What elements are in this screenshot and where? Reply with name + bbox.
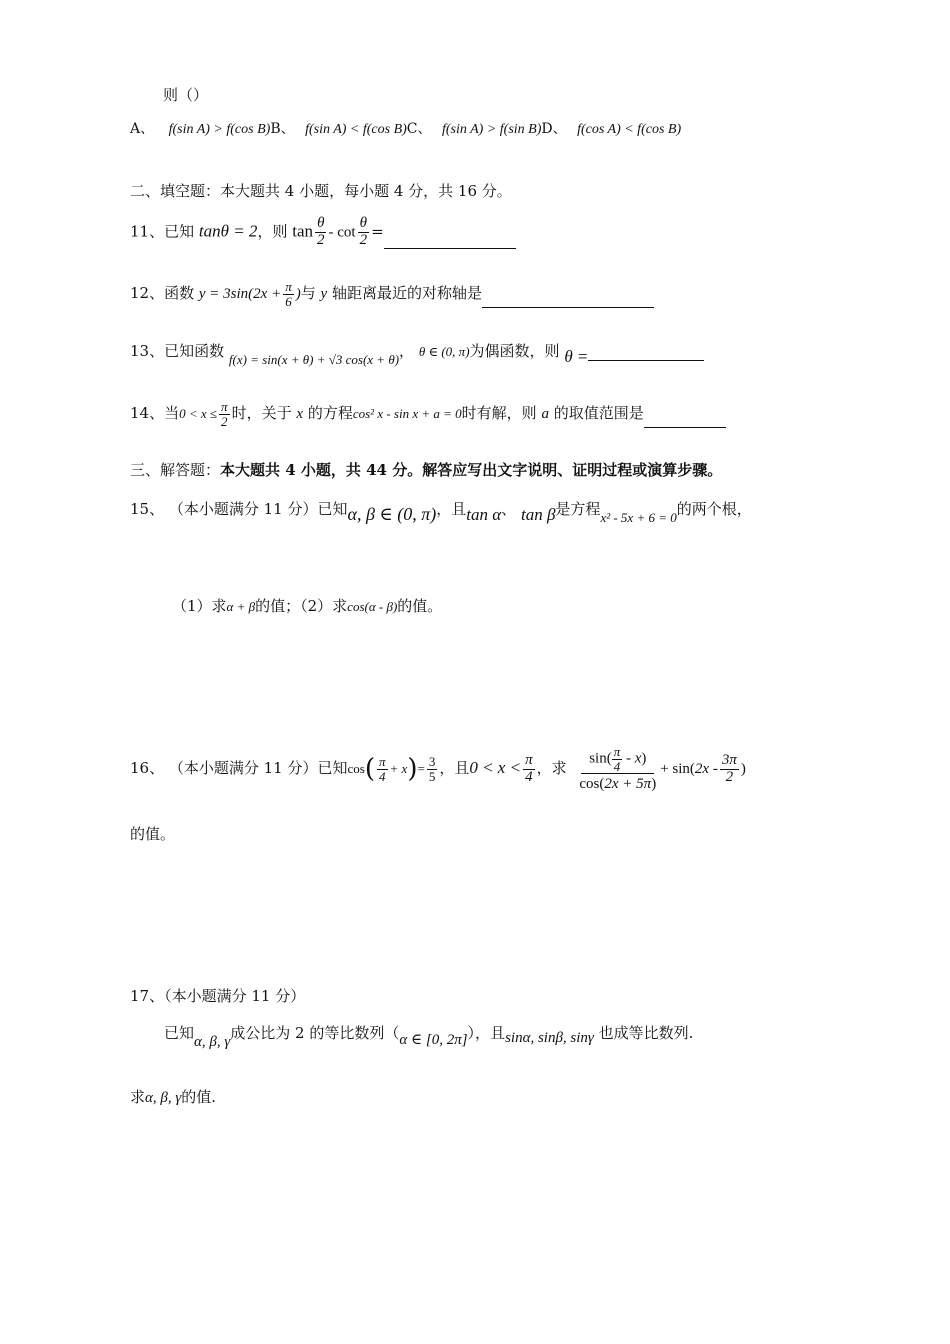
q13-post: 为偶函数，则 — [469, 342, 560, 360]
q12-expr-pre: y = 3sin(2x + — [198, 286, 282, 303]
q15-sub1-post: 的值；（2）求 — [255, 597, 348, 615]
q16-cond2: 0 < x < — [469, 758, 522, 778]
q17-ask-vars: α, β, γ — [145, 1090, 182, 1106]
q15-mid: ，且 — [436, 500, 467, 518]
q12-expr-post: ) — [295, 286, 301, 303]
q16-number: 16、 — [130, 759, 165, 778]
question-16: 16、 （本小题满分 11 分）已知cos( $\frac{\pi}{4}$ + x)= $\frac{3}{5}$ ，且0 < x < $\frac{\pi}{4}$ ，求 sin( $\frac{\pi}{4}$ - x) cos(2x + 5π) + sin(2x - $\frac{3\pi}{2}$ ) — [130, 744, 746, 793]
question-13 — [130, 340, 704, 367]
prev-question-stem: 则（） — [163, 86, 209, 104]
q13-comma: ， — [399, 342, 415, 360]
q13-prefix: 已知函数 — [164, 342, 225, 360]
q17-domain: α ∈ [0, 2π] — [399, 1032, 468, 1048]
q15-separator: 、 — [501, 500, 517, 518]
q11-frac-theta-half-2: $\frac{\theta}{2}$ — [359, 215, 368, 248]
q14-number: 14、 — [130, 404, 165, 423]
q16-frac-three-pi-half: $\frac{3\pi}{2}$ — [721, 751, 737, 785]
option-c-letter: C、 — [406, 121, 432, 137]
question-15 — [130, 498, 752, 525]
section3-title-plain: 三、解答题： — [130, 461, 221, 479]
q13-number: 13、 — [130, 342, 165, 360]
q16-frac-pi-quarter: $\frac{\pi}{4}$ — [379, 753, 386, 784]
q16-frac-three-fifths: $\frac{3}{5}$ — [428, 753, 436, 784]
q12-number: 12、 — [130, 284, 165, 303]
q17-ask-post: 的值. — [181, 1088, 217, 1106]
q14-prefix: 当 — [164, 404, 180, 423]
q12-mid: 与 — [300, 284, 316, 303]
q11-frac-theta-half-1: $\frac{\theta}{2}$ — [317, 215, 325, 248]
q14-var-a: a — [541, 406, 549, 423]
q12-prefix: 函数 — [164, 284, 195, 303]
option-d-expr: f(cos A) < f(cos B) — [577, 122, 682, 137]
q17-sins: sinα, sinβ, sinγ — [505, 1030, 594, 1046]
q13-answer-blank — [588, 346, 704, 361]
q15-given: α, β ∈ (0, π) — [347, 504, 437, 524]
q14-cond: 0 < x ≤ — [179, 406, 218, 422]
q11-equals: = — [371, 222, 384, 241]
option-a-letter: A、 — [130, 121, 155, 137]
q15-equation: x² - 5x + 6 = 0 — [600, 510, 677, 525]
question-17-ask — [130, 1086, 216, 1107]
q16-prefix: （本小题满分 11 分）已知 — [168, 759, 348, 778]
q15-tan-alpha: tan α — [466, 505, 502, 524]
q11-answer-blank — [384, 234, 516, 249]
question-17-body — [164, 1022, 694, 1050]
q14-post2: 的取值范围是 — [553, 404, 644, 423]
question-15-subparts — [172, 595, 442, 616]
q11-mid: ，则 — [257, 222, 288, 241]
q12-var: y — [320, 286, 328, 303]
q11-number: 11、 — [130, 222, 165, 241]
q15-sub1-prefix: （1）求 — [172, 597, 227, 615]
q13-theta-equals: θ = — [564, 347, 589, 366]
q14-post: 时有解，则 — [461, 404, 537, 423]
question-12 — [130, 280, 654, 308]
q14-mid: 时，关于 — [231, 404, 292, 423]
q12-answer-blank — [482, 293, 654, 308]
q17-mid: 成公比为 2 的等比数列（ — [230, 1024, 400, 1042]
q15-prefix: （本小题满分 11 分）已知 — [168, 500, 348, 518]
q17-number: 17、 — [130, 987, 165, 1005]
q15-number: 15、 — [130, 500, 165, 518]
q15-tan-beta: tan β — [520, 505, 556, 524]
q11-given: tanθ = 2 — [198, 221, 258, 241]
option-b-expr: f(sin A) < f(cos B) — [305, 122, 407, 137]
q14-mid2: 的方程 — [307, 404, 353, 423]
q17-mid2: ），且 — [467, 1024, 506, 1042]
q14-equation: cos² x - sin x + a = 0 — [352, 406, 462, 422]
q15-sub2-post: 的值。 — [397, 597, 443, 615]
option-c-expr: f(sin A) > f(sin B) — [441, 122, 542, 137]
q12-frac-pi-sixth: $\frac{\pi}{6}$ — [285, 279, 292, 309]
q16-big-fraction: sin( $\frac{\pi}{4}$ - x) cos(2x + 5π) — [579, 744, 657, 793]
q14-var-x: x — [296, 406, 304, 423]
q17-post: 也成等比数列. — [598, 1024, 694, 1042]
q13-expr: f(x) = sin(x + θ) + √3 cos(x + θ) — [228, 352, 400, 367]
q14-frac-pi-half: $\frac{\pi}{2}$ — [221, 399, 228, 429]
q15-mid2: 是方程 — [555, 500, 601, 518]
section3-title — [130, 459, 722, 480]
q15-post: 的两个根， — [676, 500, 752, 518]
q17-vars: α, β, γ — [194, 1034, 231, 1050]
q17-prefix: 已知 — [164, 1024, 195, 1042]
q15-sub1-expr: α + β — [226, 599, 256, 614]
q11-prefix: 已知 — [164, 222, 195, 241]
q17-header: （本小题满分 11 分） — [164, 987, 306, 1005]
q16-tail: 的值。 — [130, 825, 176, 843]
question-14 — [130, 400, 726, 428]
section3-title-bold: 本大题共 4 小题，共 44 分。解答应写出文字说明、证明过程或演算步骤。 — [220, 461, 723, 479]
question-11: 11、已知 tanθ = 2，则 tan $\frac{\theta}{2}$ - cot $\frac{\theta}{2}$ = — [130, 216, 516, 249]
option-b-letter: B、 — [270, 121, 295, 137]
q13-domain: θ ∈ (0, π) — [418, 344, 470, 359]
q17-ask-prefix: 求 — [130, 1088, 146, 1106]
option-d-letter: D、 — [541, 121, 567, 137]
question-17-header — [130, 985, 305, 1006]
q16-ask: ，求 — [536, 759, 567, 778]
section2-title: 二、填空题：本大题共 4 小题，每小题 4 分，共 16 分。 — [130, 182, 512, 200]
option-a-expr: f(sin A) > f(cos B) — [168, 122, 271, 137]
q12-post: 轴距离最近的对称轴是 — [331, 284, 482, 303]
q14-answer-blank — [644, 413, 726, 428]
q16-cond-post: ，且 — [439, 759, 470, 778]
prev-question-options — [130, 118, 681, 138]
q16-frac-pi-quarter-2: $\frac{\pi}{4}$ — [525, 751, 533, 785]
q15-sub2-expr: cos(α - β) — [347, 599, 398, 614]
